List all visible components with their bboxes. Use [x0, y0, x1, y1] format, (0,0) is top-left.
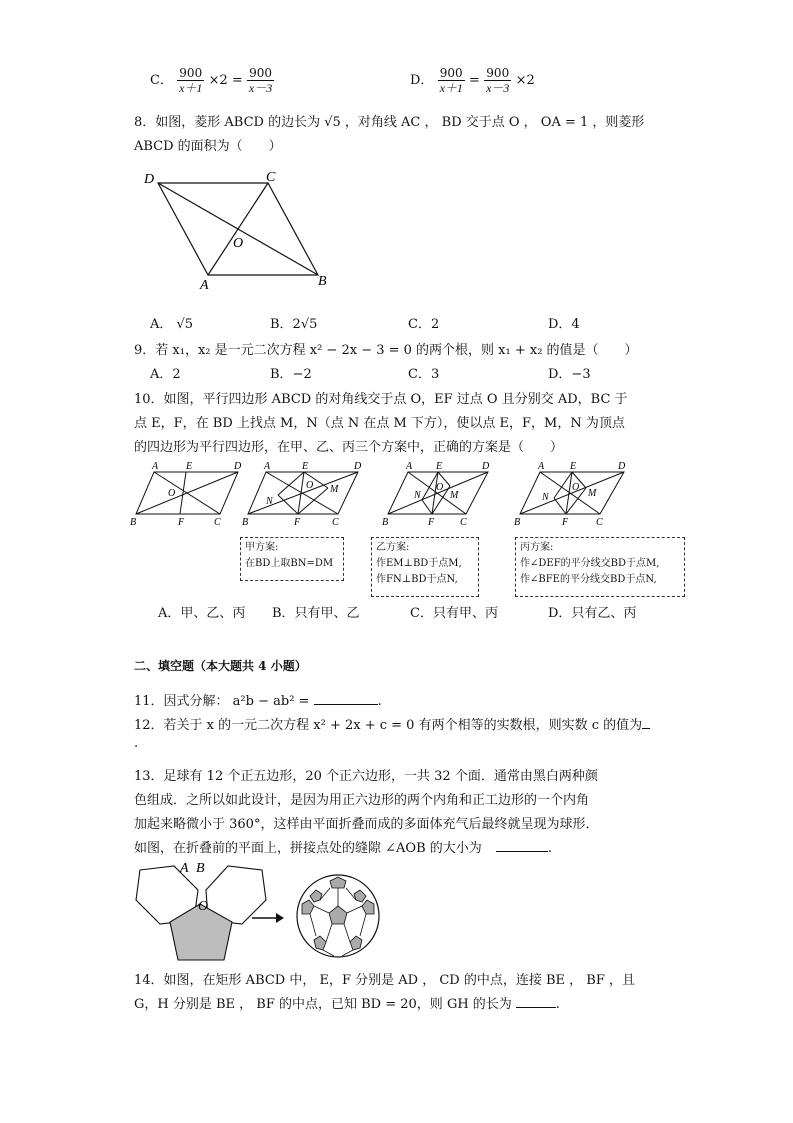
svg-text:B: B	[514, 517, 521, 528]
svg-text:A: A	[406, 461, 413, 472]
q12-line2: .	[134, 736, 139, 751]
svg-text:F: F	[294, 517, 301, 528]
svg-text:O: O	[436, 482, 444, 493]
plan-bing-box: 丙方案: 作∠DEF的平分线交BD于点M, 作∠BFE的平分线交BD于点N,	[515, 537, 685, 597]
q10-option-c: C．只有甲、丙	[410, 606, 498, 621]
svg-text:C: C	[332, 517, 339, 528]
svg-text:M: M	[450, 490, 459, 501]
q7-option-c: C． $\frac{900}{x+1}$ ×2 = $\frac{900}{x-3}$	[150, 66, 273, 95]
svg-text:D: D	[354, 461, 362, 472]
rhombus-figure	[140, 165, 340, 295]
svg-text:B: B	[196, 861, 205, 876]
q9-option-d: D．−3	[548, 367, 591, 382]
q9-line1: 9．若 x₁，x₂ 是一元二次方程 x² − 2x − 3 = 0 的两个根，则 x₁ + x₂ 的值是（ ）	[134, 343, 638, 358]
soccer-ball-icon	[294, 872, 382, 960]
svg-text:D: D	[144, 172, 155, 187]
plan-yi-box: 乙方案: 作EM⊥BD于点M, 作FN⊥BD于点N,	[371, 537, 479, 597]
q13-line2: 色组成．之所以如此设计，是因为用正六边形的两个内角和正工边形的一个内角	[134, 793, 590, 808]
q10-option-a: A．甲、乙、丙	[158, 606, 246, 621]
q8-line2: ABCD 的面积为（ ）	[134, 139, 282, 154]
q7-option-d: D． $\frac{900}{x+1}$ = $\frac{900}{x-3}$ ×2	[410, 66, 535, 95]
svg-text:D: D	[234, 461, 242, 472]
svg-text:B: B	[242, 517, 249, 528]
svg-text:B: B	[318, 274, 327, 289]
svg-text:E: E	[302, 461, 309, 472]
q8-option-b: B．2√5	[270, 317, 318, 332]
q8-option-d: D．4	[548, 317, 580, 332]
svg-text:C: C	[266, 170, 276, 185]
hexagon-pentagon-figure	[128, 856, 268, 966]
svg-text:A: A	[538, 461, 545, 472]
q9-option-a: A．2	[150, 367, 181, 382]
svg-text:C: C	[596, 517, 603, 528]
svg-text:A: A	[152, 461, 159, 472]
svg-text:C: C	[214, 517, 221, 528]
q12-line1: 12．若关于 x 的一元二次方程 x² + 2x + c = 0 有两个相等的实数根，则实数 c 的值为	[134, 714, 650, 733]
svg-text:N: N	[414, 490, 421, 501]
svg-text:O: O	[198, 899, 209, 914]
svg-text:C: C	[460, 517, 467, 528]
arrow-icon	[250, 910, 286, 926]
svg-text:M: M	[330, 484, 339, 495]
parallelogram-figure-2	[240, 458, 370, 528]
svg-text:E: E	[570, 461, 577, 472]
svg-text:O: O	[572, 482, 580, 493]
svg-text:O: O	[168, 488, 176, 499]
section-2-title: 二、填空题（本大题共 4 小题）	[134, 659, 307, 673]
q8-line1: 8．如图，菱形 ABCD 的边长为 √5 ，对角线 AC ， BD 交于点 O ， OA = 1 ，则菱形	[134, 115, 645, 130]
parallelogram-figure-3	[380, 458, 500, 528]
svg-text:O: O	[306, 480, 314, 491]
svg-text:D: D	[618, 461, 626, 472]
q10-option-d: D．只有乙、丙	[548, 606, 637, 621]
svg-text:F: F	[178, 517, 185, 528]
svg-text:E: E	[436, 461, 443, 472]
svg-text:F: F	[562, 517, 569, 528]
q13-line4: 如图，在折叠前的平面上，拼接点处的缝隙 ∠AOB 的大小为 .	[134, 841, 553, 856]
plan-jia-box: 甲方案: 在BD上取BN=DM	[240, 537, 344, 581]
svg-text:O: O	[233, 236, 244, 251]
q8-option-c: C．2	[408, 317, 440, 332]
q10-option-b: B．只有甲、乙	[272, 606, 360, 621]
q10-line3: 的四边形为平行四边形，在甲、乙、丙三个方案中，正确的方案是（ ）	[134, 440, 564, 455]
q14-line1: 14．如图，在矩形 ABCD 中， E，F 分别是 AD ， CD 的中点，连接 BE ， BF ，且	[134, 973, 635, 988]
svg-text:N: N	[542, 492, 549, 503]
svg-text:B: B	[382, 517, 389, 528]
svg-text:A: A	[264, 461, 271, 472]
q10-line1: 10．如图，平行四边形 ABCD 的对角线交于点 O，EF 过点 O 且分别交 AD，BC 于	[134, 392, 628, 407]
svg-text:F: F	[428, 517, 435, 528]
parallelogram-figure-1	[130, 458, 250, 528]
q8-option-a: A． √5	[150, 317, 194, 332]
q9-option-c: C．3	[408, 367, 440, 382]
parallelogram-figure-4	[512, 458, 632, 528]
svg-text:M: M	[588, 488, 597, 499]
q14-line2: G，H 分别是 BE ， BF 的中点，已知 BD = 20，则 GH 的长为 .	[134, 997, 560, 1012]
svg-text:D: D	[482, 461, 490, 472]
svg-text:A: A	[180, 861, 189, 876]
svg-text:E: E	[186, 461, 193, 472]
svg-text:N: N	[266, 496, 273, 507]
q10-line2: 点 E，F，在 BD 上找点 M，N（点 N 在点 M 下方），使以点 E，F，M，N 为顶点	[134, 416, 625, 431]
q13-line1: 13．足球有 12 个正五边形，20 个正六边形，一共 32 个面．通常由黑白两种颜	[134, 769, 598, 784]
svg-text:B: B	[130, 517, 137, 528]
q13-line3: 加起来略微小于 360°，这样由平面折叠而成的多面体充气后最终就呈现为球形．	[134, 817, 599, 832]
q11: 11．因式分解： a²b − ab² = .	[134, 694, 382, 709]
q9-option-b: B．−2	[270, 367, 312, 382]
svg-text:A: A	[200, 278, 209, 293]
